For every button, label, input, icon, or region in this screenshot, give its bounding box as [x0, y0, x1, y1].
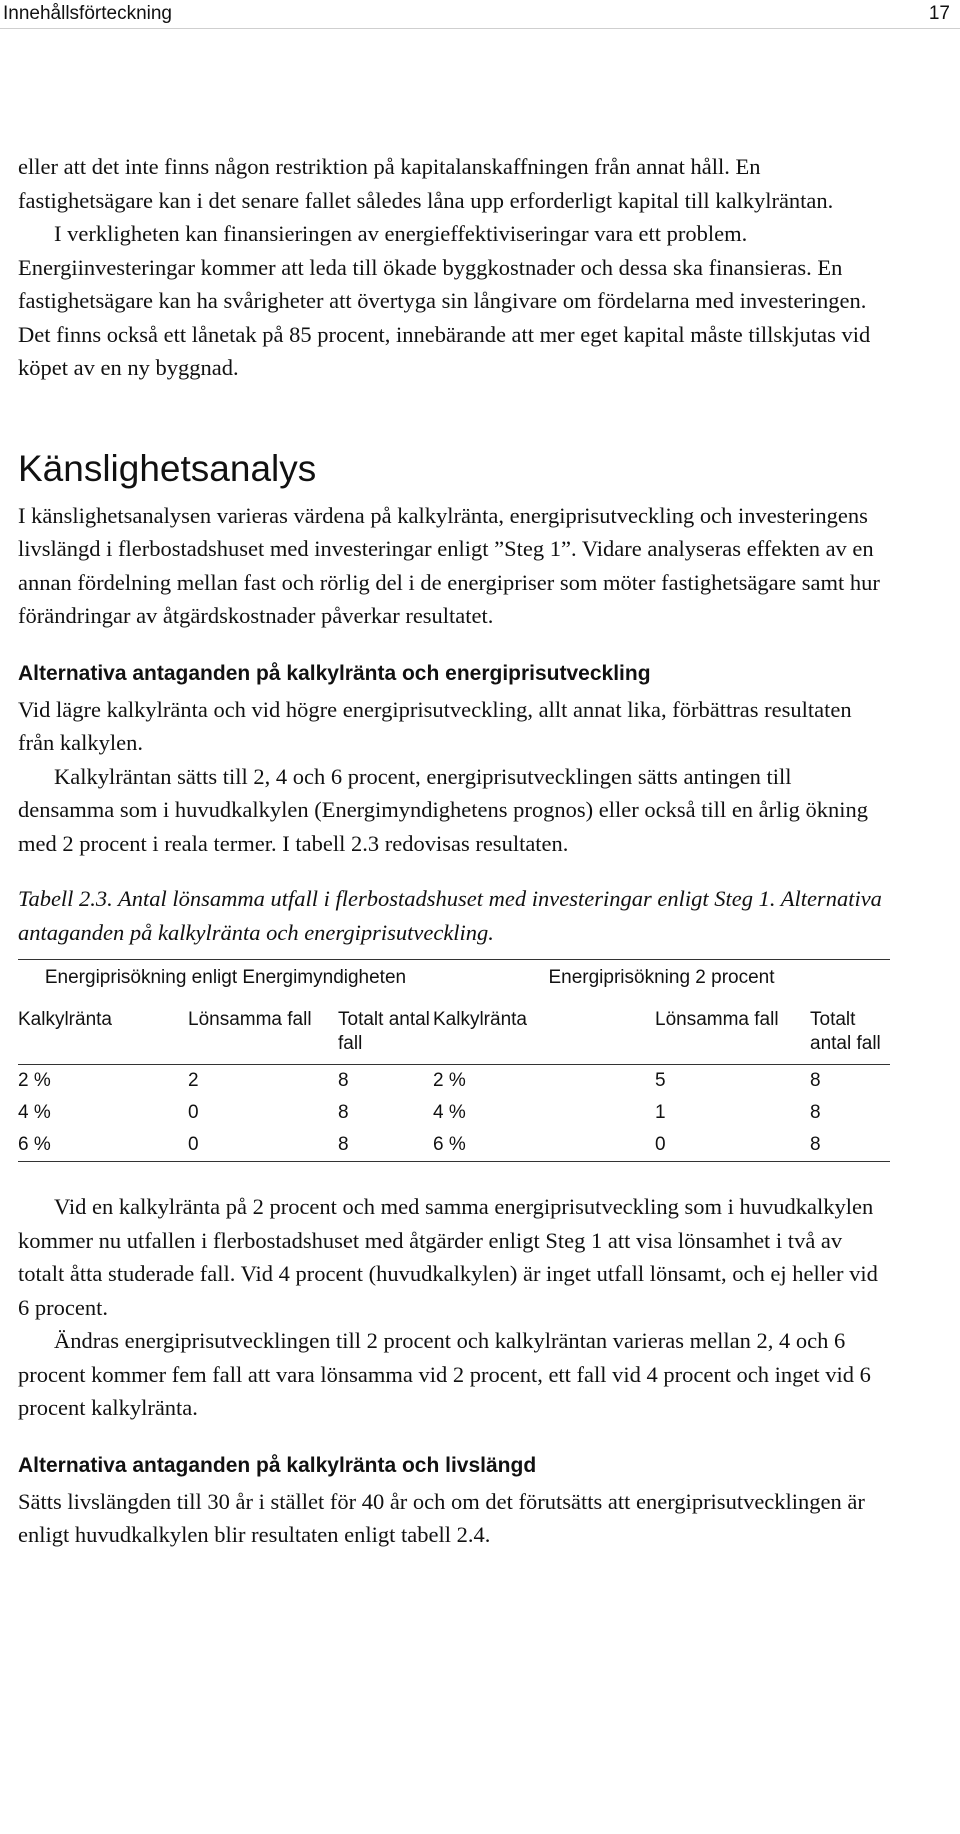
table-cell: 1 [655, 1102, 666, 1123]
table-cell: 2 % [18, 1070, 51, 1091]
col-header-rate: Kalkylränta [433, 1006, 655, 1065]
col-header-profitable: Lönsamma fall [655, 1006, 810, 1065]
paragraph-after-2: Ändras energiprisutvecklingen till 2 procent och kalkylräntan varieras mellan 2, 4 och 6 procent kommer fem fall att vara lönsamma vid 2 procent, ett fall vid 4 procent och inget vid 6 procent kalkylränta. [18, 1328, 871, 1420]
table-cell: 0 [188, 1102, 199, 1123]
subheading-rate-lifetime: Alternativa antaganden på kalkylränta och livslängd [18, 1453, 537, 1477]
table-cell: 6 % [433, 1134, 466, 1155]
page-content [18, 150, 890, 1552]
table-caption: Tabell 2.3. Antal lönsamma utfall i flerbostadshuset med investeringar enligt Steg 1. Alternativa antaganden på kalkylränta och energiprisutveckling. [18, 886, 882, 945]
table-cell: 8 [810, 1070, 821, 1091]
table-cell: 2 [188, 1070, 199, 1091]
table-cell: 0 [655, 1134, 666, 1155]
col-header-total: Totalt antal fall [338, 1006, 433, 1065]
subheading-rate-energy: Alternativa antaganden på kalkylränta och energiprisutveckling [18, 661, 651, 685]
table-cell: 8 [338, 1070, 349, 1091]
col-header-profitable: Lönsamma fall [188, 1006, 338, 1065]
paragraph-sub1-2: Kalkylräntan sätts till 2, 4 och 6 procent, energiprisutvecklingen sätts antingen till densamma som i huvudkalkylen (Energimyndighetens prognos) eller också till en årlig ökning med 2 procent i reala termer. I tabell 2.3 redovisas resultaten. [18, 763, 869, 856]
paragraph-sub1-1: Vid lägre kalkylränta och vid högre energiprisutveckling, allt annat lika, förbättras resultaten från kalkylen. [18, 696, 852, 755]
table-row [18, 1097, 890, 1129]
table-cell: 4 % [18, 1102, 51, 1123]
section-heading: Känslighetsanalys [18, 447, 317, 489]
table-cell: 2 % [433, 1070, 466, 1091]
table-cell: 8 [338, 1134, 349, 1155]
table-row [18, 1129, 890, 1162]
paragraph-section-1: I känslighetsanalysen varieras värdena på kalkylränta, energiprisutveckling och investeringens livslängd i flerbostadshuset med investeringar enligt ”Steg 1”. Vidare analyseras effekten av en annan fördelning mellan fast och rörlig del i de energipriser som möter fastighetsägare samt hur förändringar av åtgärdskostnader påverkar resultatet. [18, 502, 880, 628]
table-cell: 4 % [433, 1102, 466, 1123]
page-number: 17 [928, 3, 950, 24]
group-header-2-procent: Energiprisökning 2 procent [548, 967, 775, 988]
table-cell: 8 [810, 1102, 821, 1123]
results-table [18, 959, 890, 1162]
group-header-energimyndigheten: Energiprisökning enligt Energimyndigheten [44, 967, 407, 988]
table-row [18, 1065, 890, 1098]
table-cell: 8 [810, 1134, 821, 1155]
paragraph-after-1: Vid en kalkylränta på 2 procent och med samma energiprisutveckling som i huvudkalkylen kommer nu utfallen i flerbostadshuset med åtgärder enligt Steg 1 att visa lönsamhet i två av totalt åtta studerade fall. Vid 4 procent (huvudkalkylen) är inget utfall lönsamt, och ej heller vid 6 procent. [18, 1194, 878, 1320]
table-cell: 6 % [18, 1134, 51, 1155]
paragraph-intro-2: I verkligheten kan finansieringen av energieffektiviseringar vara ett problem. Energiinvesteringar kommer att leda till ökade byggkostnader och dessa ska finansieras. En fastighetsägare kan ha svårigheter att övertyga sin långivare om fördelarna med investeringen. Det finns också ett lånetak på 85 procent, innebärande att mer eget kapital måste tillskjutas vid köpet av en ny byggnad. [18, 221, 871, 380]
table-cell: 5 [655, 1070, 666, 1091]
table-cell: 0 [188, 1134, 199, 1155]
paragraph-intro-1: eller att det inte finns någon restriktion på kapitalanskaffningen från annat håll. En fastighetsägare kan i det senare fallet således låna upp erforderligt kapital till kalkylräntan. [18, 154, 834, 213]
col-header-total: Totalt antal fall [810, 1006, 890, 1065]
table-cell: 8 [338, 1102, 349, 1123]
chapter-title: Innehållsförteckning [3, 3, 172, 24]
running-header [0, 0, 960, 29]
col-header-rate: Kalkylränta [18, 1006, 188, 1065]
paragraph-sub2-1: Sätts livslängden till 30 år i stället för 40 år och om det förutsätts att energiprisutvecklingen är enligt huvudkalkylen blir resultaten enligt tabell 2.4. [18, 1488, 865, 1547]
